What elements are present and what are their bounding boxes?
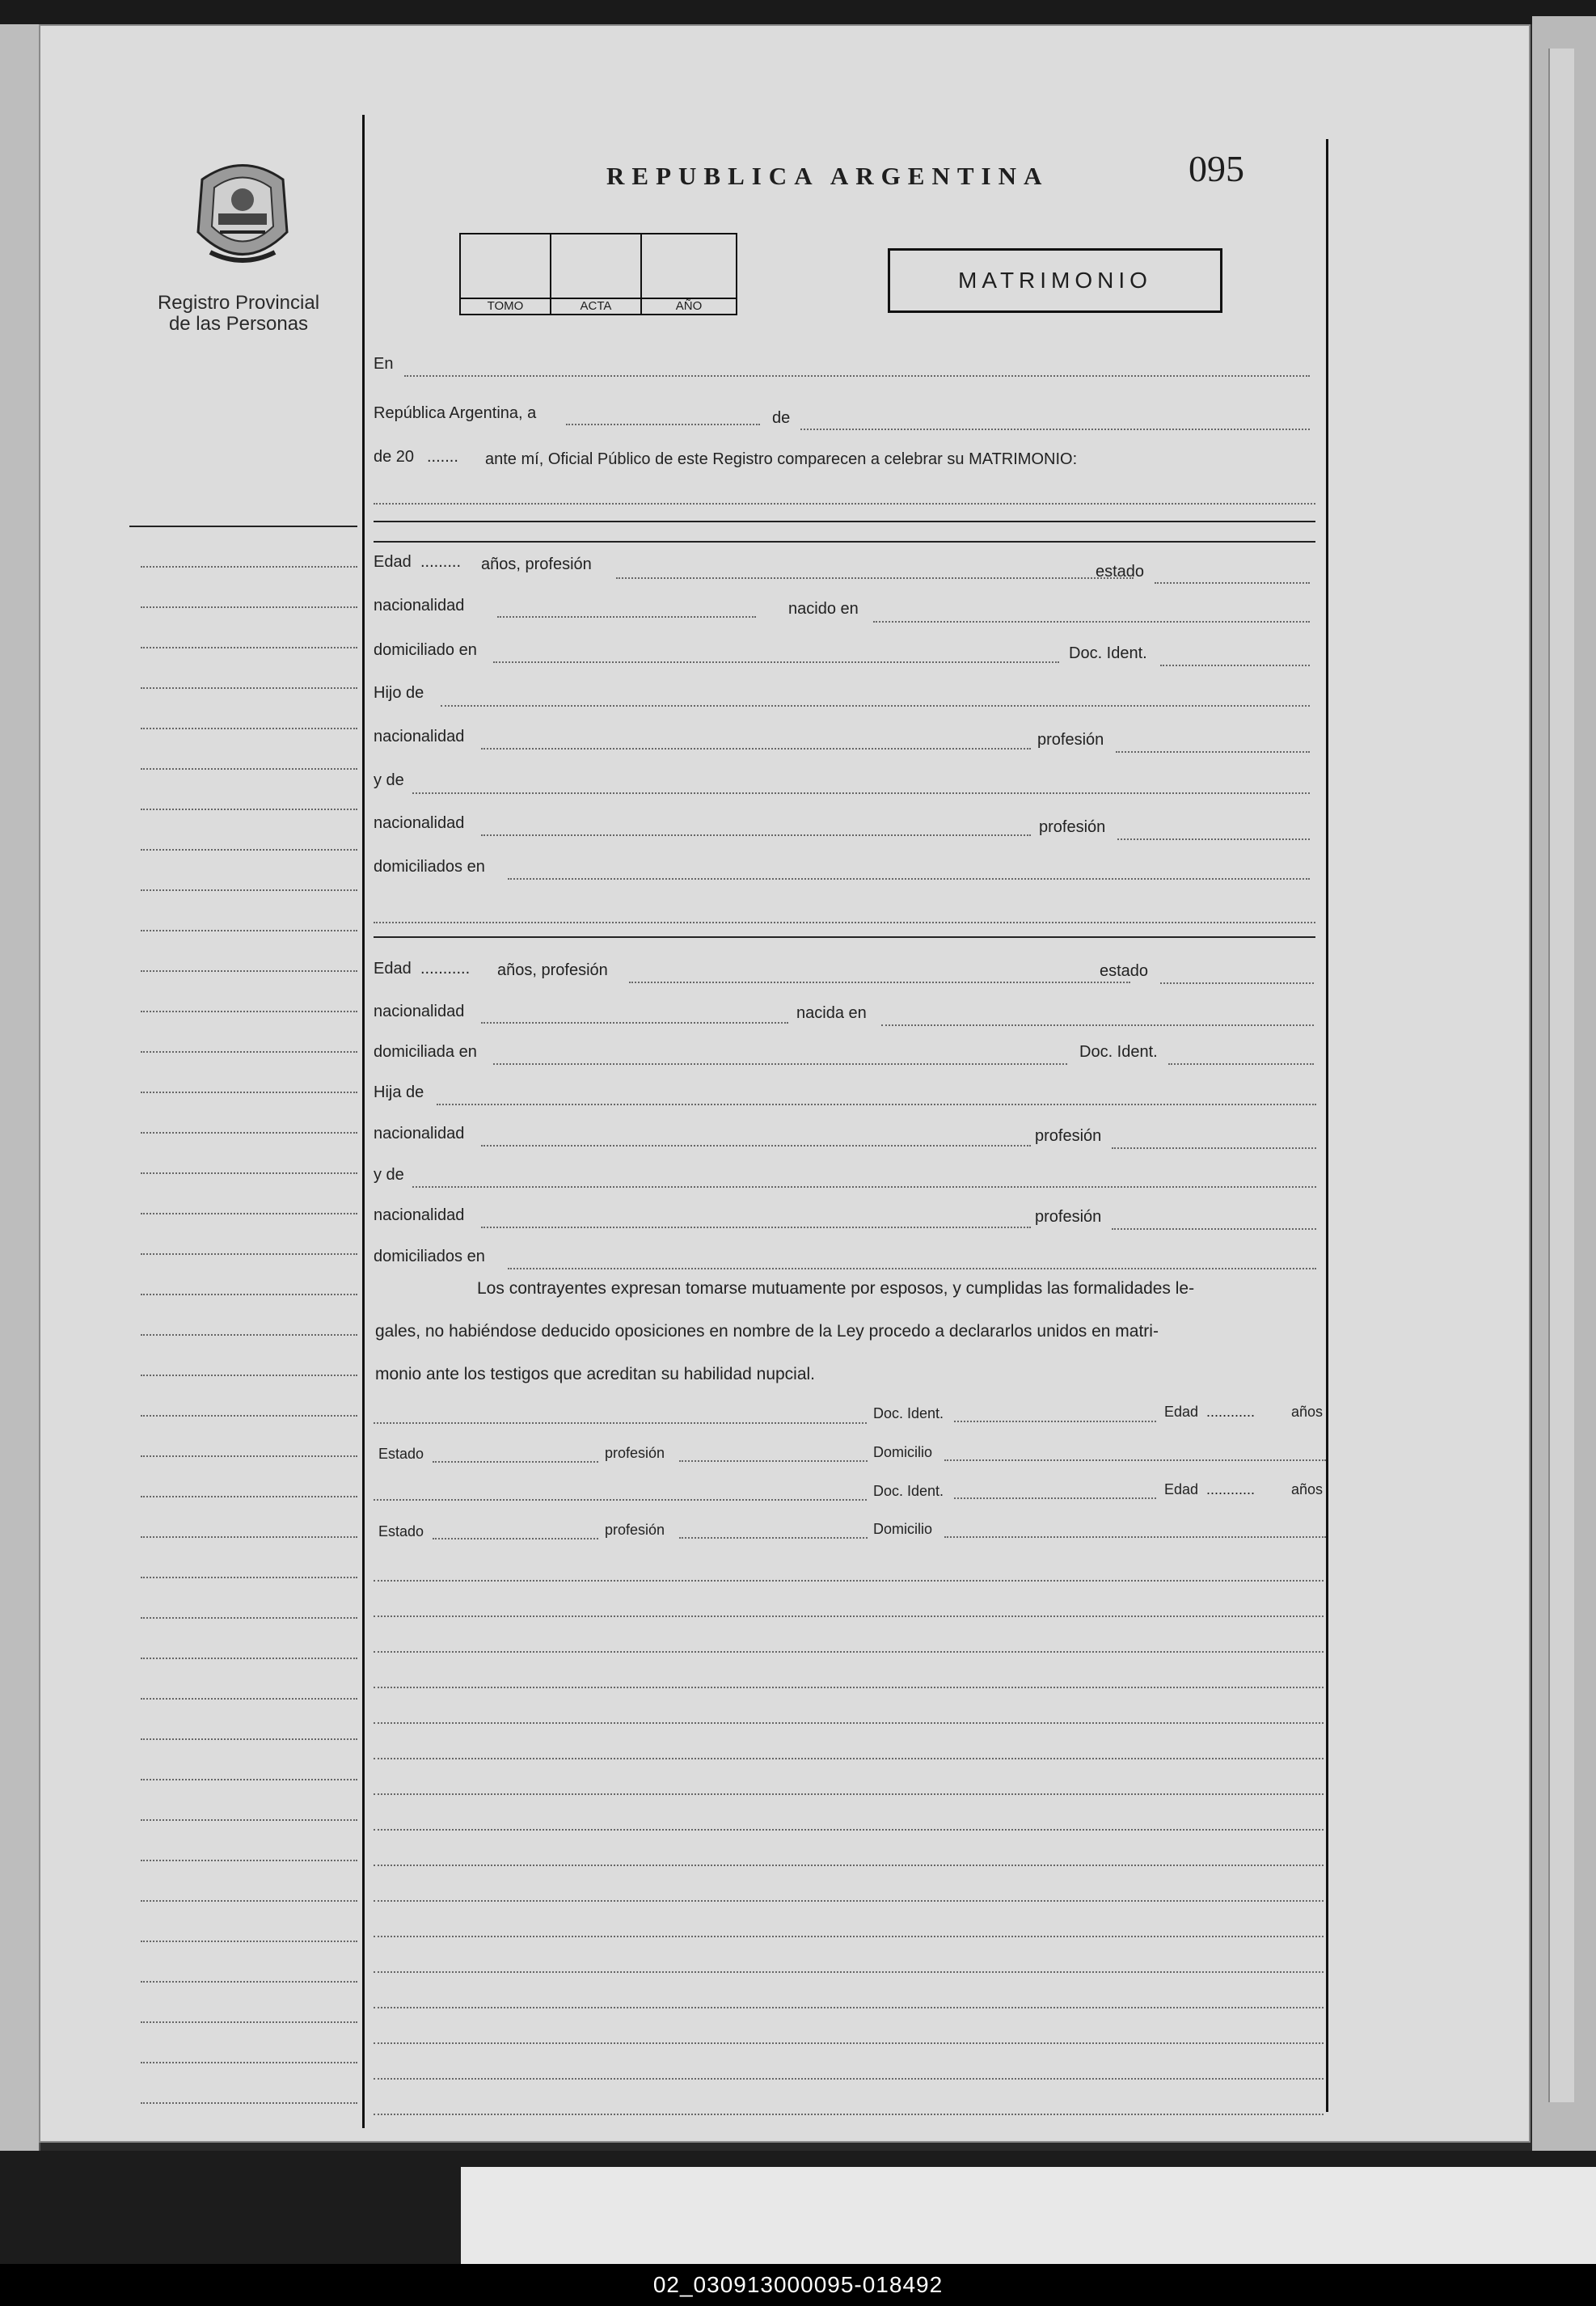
margin-note-line (141, 566, 357, 568)
bride-edad-label: Edad (374, 960, 412, 978)
witness1-anos-label: años (1291, 1404, 1324, 1420)
margin-note-line (141, 1334, 357, 1336)
bride-father-nacionalidad-label: nacionalidad (374, 1125, 465, 1142)
bride-hija-label: Hija de (374, 1083, 424, 1101)
margin-note-line (141, 1092, 357, 1093)
margin-note-line (141, 1011, 357, 1012)
page-number: 095 (1189, 148, 1244, 189)
ante-mi-text: ante mí, Oficial Público de este Registro comparecen a celebrar su MATRIMONIO: (485, 450, 1078, 468)
bride-parents-domicilio-label: domiciliados en (374, 1248, 485, 1265)
bride-nacida-label: nacida en (796, 1004, 867, 1022)
witness2-estado-label: Estado (378, 1523, 424, 1539)
witness2-doc-label: Doc. Ident. (873, 1483, 944, 1499)
margin-note-line (141, 1577, 357, 1578)
year-fill: ....... (427, 448, 458, 466)
groom-parents-domicilio-label: domiciliados en (374, 858, 485, 876)
groom-edad-fill: ......... (420, 553, 462, 571)
en-label: En (374, 355, 394, 373)
witness1-estado-label: Estado (378, 1446, 424, 1462)
notes-line (374, 2078, 1324, 2080)
registry-name-line2: de las Personas (168, 313, 309, 335)
margin-note-line (141, 606, 357, 608)
margin-note-line (141, 647, 357, 648)
groom-y-de-label: y de (374, 771, 404, 789)
witness1-doc-label: Doc. Ident. (873, 1405, 944, 1421)
bride-father-profesion-label: profesión (1035, 1127, 1102, 1145)
margin-note-line (141, 930, 357, 931)
margin-note-line (141, 2021, 357, 2023)
margin-note-line (141, 1860, 357, 1861)
margin-note-line (141, 1294, 357, 1295)
country-title: REPUBLICA ARGENTINA (606, 162, 1049, 190)
notes-line (374, 1829, 1324, 1831)
margin-rule (362, 115, 365, 2128)
bride-nacionalidad-label: nacionalidad (374, 1003, 465, 1020)
book-edge-top (0, 0, 1596, 24)
anio-caption: AÑO (675, 299, 703, 313)
provincial-seal-icon (186, 155, 299, 277)
register-page (39, 24, 1531, 2143)
margin-note-line (141, 1617, 357, 1619)
bride-edad-fill: ........... (420, 960, 471, 978)
desk-background (0, 2151, 1596, 2264)
bride-mother-profesion-label: profesión (1035, 1208, 1102, 1226)
margin-note-line (141, 1132, 357, 1134)
groom-profesion-label: años, profesión (481, 555, 592, 573)
margin-note-line (141, 889, 357, 891)
notes-line (374, 1865, 1324, 1866)
margin-note-line (141, 1415, 357, 1417)
witness2-anos-label: años (1291, 1481, 1324, 1497)
left-page-edge (0, 24, 40, 2151)
act-type-box: MATRIMONIO (888, 248, 1222, 313)
groom-nacido-label: nacido en (788, 600, 859, 618)
margin-note-line (141, 1941, 357, 1942)
groom-edad-label: Edad (374, 553, 412, 571)
margin-note-line (141, 970, 357, 972)
right-rule (1326, 139, 1328, 2112)
margin-note-line (141, 1172, 357, 1174)
margin-note-line (141, 1536, 357, 1538)
margin-note-line (141, 1213, 357, 1214)
acta-cell (550, 233, 642, 299)
notes-line (374, 1615, 1324, 1617)
republica-label: República Argentina, a (374, 404, 537, 422)
margin-note-line (141, 1455, 357, 1457)
registry-name (137, 293, 340, 335)
bride-estado-label: estado (1100, 962, 1149, 980)
groom-mother-profesion-label: profesión (1039, 818, 1106, 836)
witness2-edad-label: Edad (1164, 1481, 1199, 1497)
margin-note-line (141, 687, 357, 689)
groom-father-nacionalidad-label: nacionalidad (374, 728, 465, 745)
anio-cell (640, 233, 737, 299)
witness1-profesion-label: profesión (605, 1445, 665, 1461)
margin-note-line (141, 809, 357, 810)
notes-line (374, 1687, 1324, 1688)
groom-mother-nacionalidad-label: nacionalidad (374, 814, 465, 832)
margin-note-line (141, 1658, 357, 1659)
bride-doc-label: Doc. Ident. (1079, 1043, 1158, 1061)
witness2-profesion-label: profesión (605, 1522, 665, 1538)
scan-caption: 02_030913000095-018492 (0, 2264, 1596, 2306)
bride-profesion-label: años, profesión (497, 961, 608, 979)
notes-line (374, 1793, 1324, 1795)
witness1-domicilio-label: Domicilio (873, 1444, 933, 1460)
bride-y-de-label: y de (374, 1166, 404, 1184)
groom-nacionalidad-label: nacionalidad (374, 597, 465, 615)
binder-edge (1532, 16, 1596, 2151)
margin-divider (129, 526, 357, 527)
de-label: de (772, 409, 791, 427)
declaration-line3: monio ante los testigos que acreditan su habilidad nupcial. (375, 1365, 816, 1383)
declaration-line2: gales, no habiéndose deducido oposiciones en nombre de la Ley procedo a declararlos unidos en matri- (375, 1322, 1159, 1341)
margin-note-line (141, 1738, 357, 1740)
margin-note-line (141, 1253, 357, 1255)
notes-line (374, 1971, 1324, 1973)
margin-note-line (141, 768, 357, 770)
witness1-edad-label: Edad (1164, 1404, 1199, 1420)
margin-note-line (141, 1779, 357, 1780)
margin-note-line (141, 1900, 357, 1902)
margin-note-line (141, 1698, 357, 1700)
witness2-domicilio-label: Domicilio (873, 1521, 933, 1537)
groom-domicilio-label: domiciliado en (374, 641, 477, 659)
notes-line (374, 1651, 1324, 1653)
groom-father-profesion-label: profesión (1037, 731, 1104, 749)
notes-line (374, 1722, 1324, 1724)
bride-mother-nacionalidad-label: nacionalidad (374, 1206, 465, 1224)
margin-note-line (141, 1375, 357, 1376)
tomo-cell (459, 233, 551, 299)
margin-note-line (141, 849, 357, 851)
notes-line (374, 2042, 1324, 2044)
acta-caption: ACTA (580, 299, 612, 313)
notes-line (374, 1758, 1324, 1759)
margin-note-line (141, 1496, 357, 1497)
declaration-line1: Los contrayentes expresan tomarse mutuamente por esposos, y cumplidas las formalidades le- (477, 1279, 1195, 1298)
registry-name-line1: Registro Provincial (157, 292, 320, 314)
witness2-edad-fill: ............ (1206, 1481, 1256, 1497)
notes-line (374, 1936, 1324, 1937)
margin-note-line (141, 1981, 357, 1983)
tomo-caption: TOMO (487, 299, 524, 313)
notes-line (374, 2114, 1324, 2115)
witness1-edad-fill: ............ (1206, 1404, 1256, 1420)
margin-note-line (141, 1051, 357, 1053)
notes-line (374, 1900, 1324, 1902)
year-prefix-label: de 20 (374, 448, 415, 466)
margin-note-line (141, 728, 357, 729)
margin-note-line (141, 2102, 357, 2104)
notes-line (374, 2007, 1324, 2008)
bride-domicilio-label: domiciliada en (374, 1043, 477, 1061)
margin-note-line (141, 2062, 357, 2063)
notes-line (374, 1580, 1324, 1582)
groom-hijo-label: Hijo de (374, 684, 424, 702)
groom-doc-label: Doc. Ident. (1069, 644, 1147, 662)
margin-note-line (141, 1819, 357, 1821)
groom-estado-label: estado (1096, 563, 1145, 581)
